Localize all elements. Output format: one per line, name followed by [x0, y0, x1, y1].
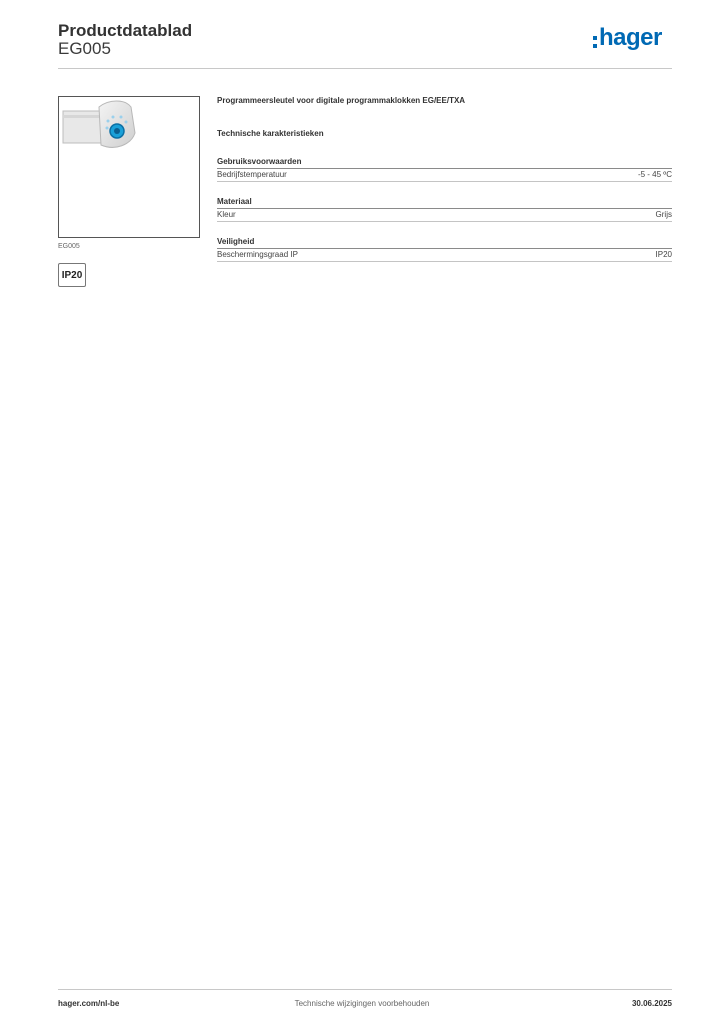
programming-key-icon — [59, 97, 199, 237]
ip-rating-badge: IP20 — [58, 263, 86, 287]
product-code: EG005 — [58, 39, 111, 58]
spec-row — [217, 249, 672, 262]
page-title: Productdatablad — [58, 21, 193, 40]
spec-label: Kleur — [217, 210, 236, 219]
spec-row — [217, 209, 672, 222]
spec-value: Grijs — [655, 210, 672, 219]
product-description: Programmeersleutel voor digitale programmaklokken EG/EE/TXA — [217, 96, 466, 105]
spec-label: Bedrijfstemperatuur — [217, 170, 287, 179]
section-heading: Technische karakteristieken — [217, 129, 324, 138]
spec-content — [217, 96, 672, 276]
spec-group-material — [217, 196, 672, 222]
group-title: Veiligheid — [217, 236, 672, 249]
spec-value: -5 - 45 ºC — [637, 170, 672, 179]
footer-date: 30.06.2025 — [631, 999, 672, 1008]
group-title: Gebruiksvoorwaarden — [217, 156, 672, 169]
spec-group-safety — [217, 236, 672, 262]
group-title: Materiaal — [217, 196, 672, 209]
spec-value: IP20 — [655, 250, 672, 259]
footer-notice: Technische wijzigingen voorbehouden — [294, 999, 430, 1008]
spec-label: Beschermingsgraad IP — [217, 250, 298, 259]
spec-row — [217, 169, 672, 182]
hager-logo — [593, 24, 675, 57]
product-image — [58, 96, 200, 238]
footer-website-link[interactable]: hager.com/nl-be — [58, 999, 120, 1008]
logo-dots-icon — [593, 36, 597, 52]
image-caption: EG005 — [58, 243, 80, 250]
footer-divider — [58, 989, 672, 990]
logo-text: hager — [599, 24, 662, 51]
spec-group-operating-conditions — [217, 156, 672, 182]
header-divider — [58, 68, 672, 69]
